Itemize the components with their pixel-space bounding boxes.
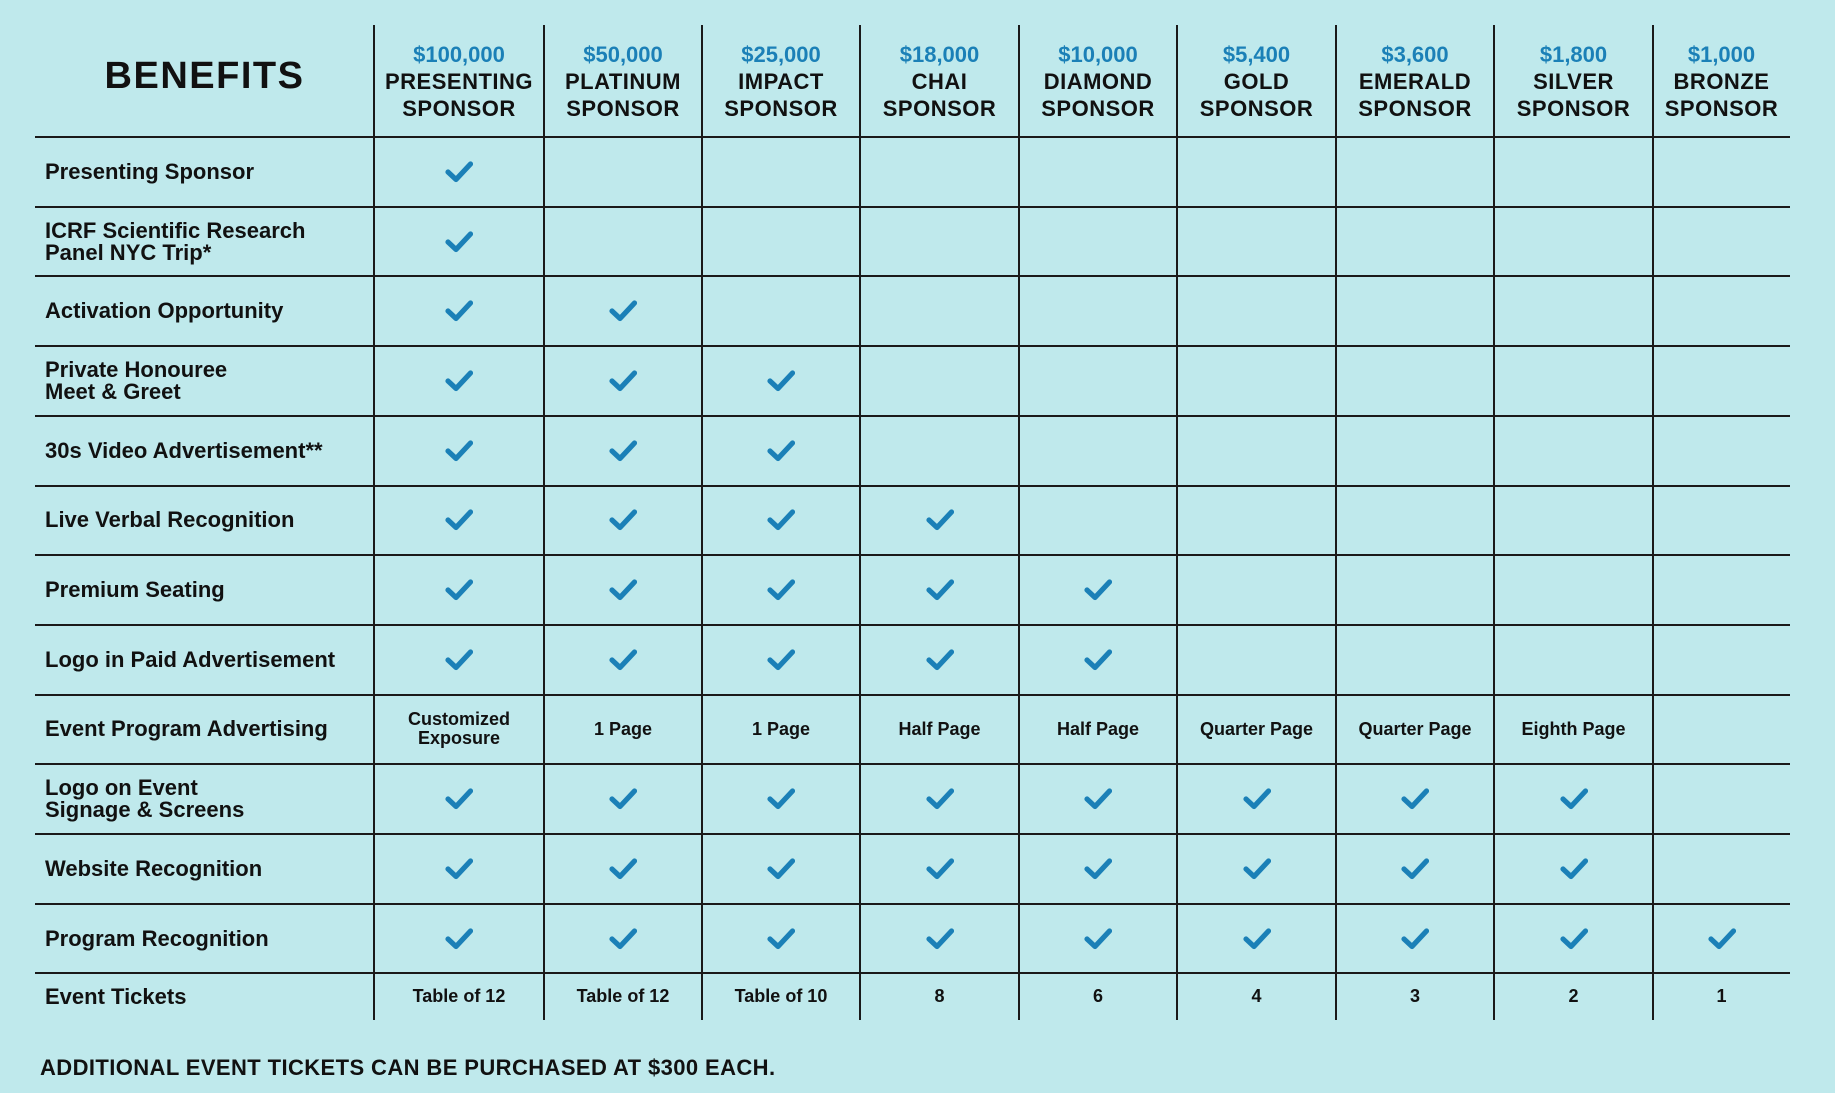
benefit-label: Activation Opportunity xyxy=(45,298,284,324)
benefit-label: Premium Seating xyxy=(45,577,225,603)
benefit-value xyxy=(544,207,702,277)
benefit-value xyxy=(1653,625,1790,695)
grid-line xyxy=(35,694,1790,696)
checkmark-icon xyxy=(1084,649,1112,671)
tier-header xyxy=(374,25,544,137)
benefit-label: Website Recognition xyxy=(45,855,263,881)
grid-line xyxy=(35,972,1790,974)
checkmark-icon xyxy=(1560,858,1588,880)
benefit-value: Half Page xyxy=(1056,718,1140,739)
benefit-value xyxy=(544,625,702,695)
tier-header xyxy=(1019,25,1177,137)
checkmark-icon xyxy=(1084,928,1112,950)
tier-header xyxy=(860,25,1019,137)
benefit-value xyxy=(1494,904,1653,974)
benefit-value xyxy=(1336,276,1494,346)
benefit-value xyxy=(1019,486,1177,556)
benefit-value xyxy=(1177,834,1336,904)
benefit-value: Table of 10 xyxy=(734,986,828,1007)
benefit-value xyxy=(1019,904,1177,974)
benefit-value: Customized Exposure xyxy=(407,709,510,749)
tier-price: $3,600 xyxy=(1381,41,1449,67)
grid-line xyxy=(1652,25,1654,1020)
benefit-value xyxy=(1494,555,1653,625)
benefit-value xyxy=(544,764,702,834)
benefit-value xyxy=(1336,625,1494,695)
benefit-label: Logo in Paid Advertisement xyxy=(45,646,336,672)
grid-line xyxy=(35,763,1790,765)
benefit-value xyxy=(1336,346,1494,416)
checkmark-icon xyxy=(767,370,795,392)
benefit-value xyxy=(374,625,544,695)
benefit-label: Event Program Advertising xyxy=(45,716,328,742)
benefit-value xyxy=(374,416,544,486)
tier-name: CHAI xyxy=(911,68,968,94)
benefit-value: 1 Page xyxy=(751,718,811,739)
grid-line xyxy=(35,903,1790,905)
benefit-value xyxy=(1494,486,1653,556)
benefit-value xyxy=(544,346,702,416)
grid-line xyxy=(35,415,1790,417)
tier-price: $25,000 xyxy=(741,41,821,67)
tier-name: SILVER xyxy=(1533,68,1614,94)
benefit-value xyxy=(860,416,1019,486)
benefit-value xyxy=(1019,276,1177,346)
benefit-label: Program Recognition xyxy=(45,925,269,951)
tier-name-suffix: SPONSOR xyxy=(1358,95,1472,121)
benefit-value xyxy=(374,486,544,556)
checkmark-icon xyxy=(1243,858,1271,880)
benefit-value xyxy=(860,137,1019,207)
benefit-value xyxy=(544,555,702,625)
benefit-value xyxy=(1019,346,1177,416)
checkmark-icon xyxy=(767,579,795,601)
tier-header xyxy=(1494,25,1653,137)
grid-line xyxy=(35,345,1790,347)
benefit-value xyxy=(1019,834,1177,904)
benefit-label: Presenting Sponsor xyxy=(45,158,255,184)
benefit-value xyxy=(1653,416,1790,486)
benefit-value xyxy=(1494,625,1653,695)
benefit-value xyxy=(1019,416,1177,486)
benefit-label: ICRF Scientific Research Panel NYC Trip* xyxy=(45,217,306,265)
benefit-value xyxy=(374,764,544,834)
benefit-value xyxy=(1494,416,1653,486)
checkmark-icon xyxy=(445,858,473,880)
benefit-value xyxy=(1653,276,1790,346)
benefit-value xyxy=(1653,555,1790,625)
checkmark-icon xyxy=(767,858,795,880)
benefit-value xyxy=(1336,207,1494,277)
benefit-label: Logo on Event Signage & Screens xyxy=(45,775,245,823)
benefit-value xyxy=(1494,207,1653,277)
checkmark-icon xyxy=(1243,928,1271,950)
benefit-value xyxy=(860,904,1019,974)
benefit-value xyxy=(702,764,860,834)
checkmark-icon xyxy=(767,928,795,950)
tier-name-suffix: SPONSOR xyxy=(566,95,680,121)
checkmark-icon xyxy=(445,928,473,950)
grid-line xyxy=(35,554,1790,556)
benefit-value xyxy=(1336,137,1494,207)
benefit-value xyxy=(544,276,702,346)
benefit-value xyxy=(1494,276,1653,346)
checkmark-icon xyxy=(926,649,954,671)
benefit-value xyxy=(702,834,860,904)
benefit-value xyxy=(702,137,860,207)
benefit-value xyxy=(860,555,1019,625)
checkmark-icon xyxy=(609,370,637,392)
grid-line xyxy=(1493,25,1495,1020)
tier-price: $100,000 xyxy=(413,41,505,67)
tier-price: $1,000 xyxy=(1687,41,1756,67)
grid-line xyxy=(1335,25,1337,1020)
checkmark-icon xyxy=(445,579,473,601)
benefit-value: 8 xyxy=(934,986,945,1007)
checkmark-icon xyxy=(445,788,473,810)
benefit-value xyxy=(702,346,860,416)
checkmark-icon xyxy=(926,509,954,531)
table-title: BENEFITS xyxy=(104,54,305,97)
benefit-value xyxy=(702,625,860,695)
benefit-value xyxy=(1494,346,1653,416)
grid-line xyxy=(543,25,545,1020)
benefit-value xyxy=(1019,555,1177,625)
benefit-value xyxy=(860,346,1019,416)
benefit-value xyxy=(1177,346,1336,416)
benefit-value xyxy=(544,486,702,556)
benefit-value xyxy=(702,276,860,346)
benefit-value xyxy=(702,904,860,974)
benefit-value xyxy=(1336,834,1494,904)
benefit-value xyxy=(1494,764,1653,834)
benefit-value: Quarter Page xyxy=(1199,718,1314,739)
benefit-value xyxy=(860,276,1019,346)
grid-line xyxy=(373,25,375,1020)
tier-name: GOLD xyxy=(1223,68,1290,94)
benefit-label: Private Honouree Meet & Greet xyxy=(45,356,228,404)
grid-line xyxy=(859,25,861,1020)
tier-header xyxy=(1177,25,1336,137)
benefit-value xyxy=(544,904,702,974)
benefit-value: Quarter Page xyxy=(1358,718,1472,739)
tier-price: $18,000 xyxy=(899,41,980,67)
benefit-value xyxy=(1177,904,1336,974)
checkmark-icon xyxy=(609,649,637,671)
checkmark-icon xyxy=(445,161,473,183)
benefit-value xyxy=(1019,764,1177,834)
benefit-value xyxy=(1494,834,1653,904)
tier-header xyxy=(702,25,860,137)
benefit-value xyxy=(702,555,860,625)
benefit-value xyxy=(544,416,702,486)
benefit-value xyxy=(702,486,860,556)
tier-price: $50,000 xyxy=(583,41,663,67)
grid-line xyxy=(35,624,1790,626)
checkmark-icon xyxy=(609,788,637,810)
tier-name: DIAMOND xyxy=(1043,68,1153,94)
checkmark-icon xyxy=(1560,788,1588,810)
checkmark-icon xyxy=(609,440,637,462)
benefit-value: 1 xyxy=(1716,986,1727,1007)
benefit-value xyxy=(1653,346,1790,416)
checkmark-icon xyxy=(445,649,473,671)
tier-name: PLATINUM xyxy=(564,68,682,94)
benefit-value: 1 Page xyxy=(593,718,653,739)
checkmark-icon xyxy=(609,858,637,880)
checkmark-icon xyxy=(1560,928,1588,950)
benefit-label: 30s Video Advertisement** xyxy=(45,437,323,463)
benefit-value: Table of 12 xyxy=(412,986,506,1007)
tier-name-suffix: SPONSOR xyxy=(1516,95,1631,121)
checkmark-icon xyxy=(609,579,637,601)
benefit-value xyxy=(374,346,544,416)
checkmark-icon xyxy=(609,509,637,531)
benefit-label: Event Tickets xyxy=(45,983,187,1009)
tier-name: BRONZE xyxy=(1673,68,1770,94)
benefit-value xyxy=(860,764,1019,834)
tier-name: IMPACT xyxy=(738,68,824,94)
checkmark-icon xyxy=(445,509,473,531)
tier-name: EMERALD xyxy=(1358,68,1472,94)
grid-line xyxy=(35,206,1790,208)
benefit-value xyxy=(1336,555,1494,625)
tier-name: PRESENTING xyxy=(384,68,534,94)
benefit-value xyxy=(1019,137,1177,207)
tier-header xyxy=(1653,25,1790,137)
benefit-value: Table of 12 xyxy=(576,986,670,1007)
tier-price: $1,800 xyxy=(1539,41,1608,67)
benefit-value: 2 xyxy=(1568,986,1579,1007)
tier-header xyxy=(544,25,702,137)
tier-name-suffix: SPONSOR xyxy=(724,95,838,121)
benefit-value xyxy=(1336,416,1494,486)
benefit-value: 6 xyxy=(1092,986,1103,1007)
checkmark-icon xyxy=(1708,928,1736,950)
grid-line xyxy=(35,485,1790,487)
benefit-value xyxy=(1177,416,1336,486)
benefit-value xyxy=(544,137,702,207)
checkmark-icon xyxy=(609,300,637,322)
benefit-value xyxy=(374,834,544,904)
tier-name-suffix: SPONSOR xyxy=(1664,95,1779,121)
benefit-value xyxy=(374,555,544,625)
benefit-value xyxy=(1177,486,1336,556)
checkmark-icon xyxy=(445,440,473,462)
benefit-label: Live Verbal Recognition xyxy=(45,507,295,533)
checkmark-icon xyxy=(1401,928,1429,950)
benefit-value xyxy=(860,625,1019,695)
benefit-value xyxy=(1653,486,1790,556)
tier-name-suffix: SPONSOR xyxy=(1041,95,1155,121)
grid-line xyxy=(1018,25,1020,1020)
benefit-value xyxy=(1653,904,1790,974)
checkmark-icon xyxy=(1084,788,1112,810)
benefit-value xyxy=(1653,137,1790,207)
checkmark-icon xyxy=(1084,579,1112,601)
checkmark-icon xyxy=(1401,858,1429,880)
additional-tickets-note: ADDITIONAL EVENT TICKETS CAN BE PURCHASED AT $300 EACH. xyxy=(40,1055,776,1080)
checkmark-icon xyxy=(445,300,473,322)
benefit-value xyxy=(1336,486,1494,556)
tier-name-suffix: SPONSOR xyxy=(402,95,516,121)
checkmark-icon xyxy=(767,509,795,531)
benefit-value xyxy=(1177,555,1336,625)
grid-line xyxy=(1176,25,1178,1020)
benefit-value xyxy=(1653,764,1790,834)
benefit-value xyxy=(374,276,544,346)
checkmark-icon xyxy=(767,649,795,671)
benefit-value xyxy=(1019,625,1177,695)
tier-name-suffix: SPONSOR xyxy=(1199,95,1314,121)
benefit-value xyxy=(374,137,544,207)
benefit-value xyxy=(860,486,1019,556)
grid-line xyxy=(35,275,1790,277)
benefit-value: 4 xyxy=(1251,986,1262,1007)
tier-price: $10,000 xyxy=(1058,41,1138,67)
checkmark-icon xyxy=(445,231,473,253)
benefit-value xyxy=(1653,207,1790,277)
benefit-value xyxy=(1177,137,1336,207)
benefit-value xyxy=(1336,764,1494,834)
tier-name-suffix: SPONSOR xyxy=(882,95,997,121)
benefit-value xyxy=(702,207,860,277)
checkmark-icon xyxy=(1401,788,1429,810)
benefit-value xyxy=(702,416,860,486)
benefit-value xyxy=(1177,764,1336,834)
benefit-value xyxy=(1653,834,1790,904)
benefit-value xyxy=(374,207,544,277)
checkmark-icon xyxy=(1243,788,1271,810)
checkmark-icon xyxy=(445,370,473,392)
tier-price: $5,400 xyxy=(1222,41,1291,67)
benefit-value xyxy=(544,834,702,904)
checkmark-icon xyxy=(1084,858,1112,880)
tier-header xyxy=(1336,25,1494,137)
benefit-value xyxy=(860,834,1019,904)
checkmark-icon xyxy=(926,788,954,810)
grid-line xyxy=(35,136,1790,138)
checkmark-icon xyxy=(926,928,954,950)
checkmark-icon xyxy=(767,440,795,462)
benefit-value xyxy=(1177,207,1336,277)
benefit-value xyxy=(1177,276,1336,346)
checkmark-icon xyxy=(767,788,795,810)
benefit-value: Eighth Page xyxy=(1521,718,1626,739)
benefit-value: 3 xyxy=(1409,986,1420,1007)
grid-line xyxy=(701,25,703,1020)
grid-line xyxy=(35,833,1790,835)
benefit-value xyxy=(1336,904,1494,974)
checkmark-icon xyxy=(609,928,637,950)
benefit-value xyxy=(374,904,544,974)
checkmark-icon xyxy=(926,858,954,880)
benefit-value xyxy=(860,207,1019,277)
benefit-value: Half Page xyxy=(898,718,981,739)
benefit-value xyxy=(1177,625,1336,695)
checkmark-icon xyxy=(926,579,954,601)
benefit-value xyxy=(1019,207,1177,277)
benefit-value xyxy=(1494,137,1653,207)
benefit-value xyxy=(1653,695,1790,765)
